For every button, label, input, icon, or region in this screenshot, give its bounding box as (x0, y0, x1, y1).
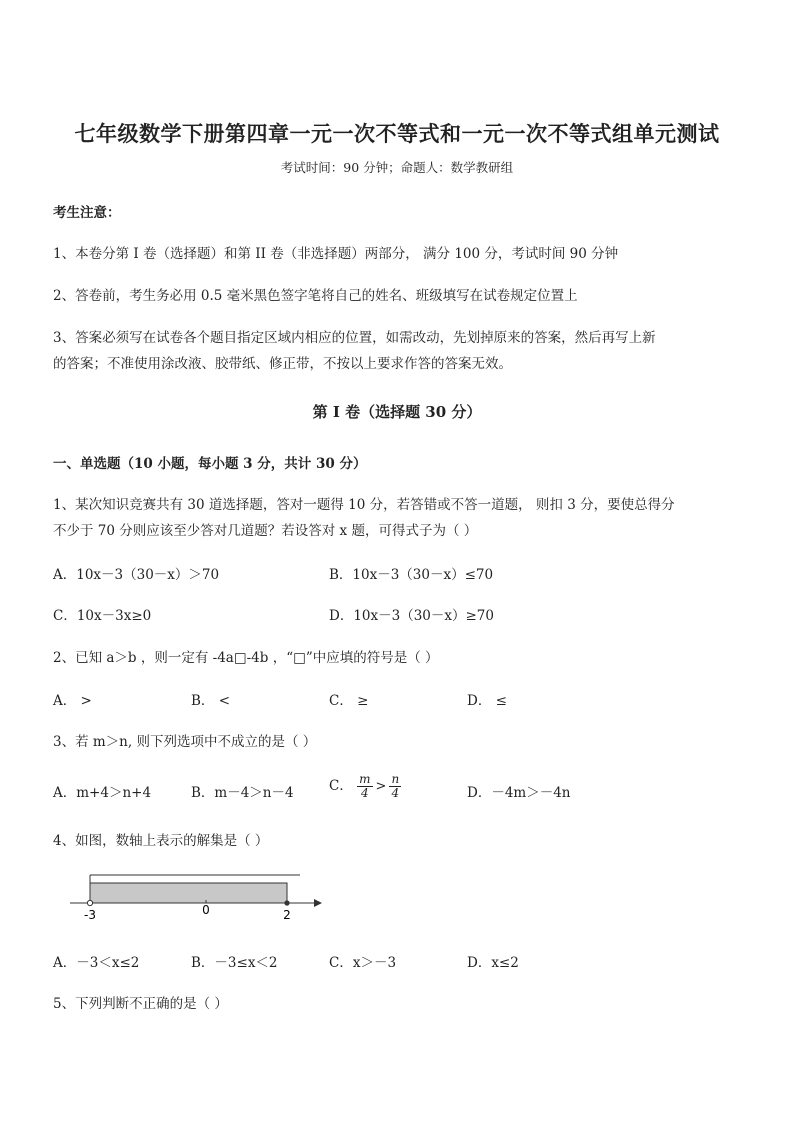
question-4-stem: 4、如图，数轴上表示的解集是（ ） (53, 833, 269, 849)
question-2-stem: 2、已知 a＞b ，则一定有 -4a□-4b ，“□”中应填的符号是（ ） (53, 650, 439, 666)
notice-heading: 考生注意： (53, 205, 121, 221)
question-1-stem-line-2: 不少于 70 分则应该至少答对几道题？若设答对 x 题，可得式子为（ ） (53, 523, 478, 539)
fraction-n-over-4 (389, 773, 401, 800)
notice-item-3-line-1: 3、答案必须写在试卷各个题目指定区域内相应的位置，如需改动，先划掉原来的答案，然后再写上新 (53, 330, 656, 346)
part-title: 一、单选题（10 小题，每小题 3 分，共计 30 分） (53, 456, 367, 472)
question-4-option-a: A．－3＜x≤2 (53, 955, 140, 971)
question-5-stem: 5、下列判断不正确的是（ ） (53, 996, 228, 1012)
question-2-option-d: D． ≤ (467, 693, 507, 709)
axis-arrow-icon (314, 899, 322, 907)
question-2-option-c: C． ≥ (329, 693, 369, 709)
section-title: 第 I 卷（选择题 30 分） (312, 403, 482, 421)
fraction-numerator: n (391, 772, 400, 786)
question-3-option-d: D．－4m＞－4n (467, 785, 571, 801)
fraction-denominator: 4 (391, 786, 400, 800)
exam-title: 七年级数学下册第四章一元一次不等式和一元一次不等式组单元测试 (74, 121, 720, 146)
notice-item-3-line-2: 的答案；不准使用涂改液、胶带纸、修正带，不按以上要求作答的答案无效。 (53, 356, 512, 372)
fraction-numerator: m (359, 772, 371, 786)
option-c-label: C． (329, 778, 353, 794)
tick-label-0: 0 (202, 903, 210, 917)
question-1-option-a: A．10x－3（30－x）＞70 (53, 567, 220, 583)
question-1-option-c: C．10x－3x≥0 (53, 608, 152, 624)
question-3-option-a: A．m+4＞n+4 (53, 785, 152, 801)
fraction-m-over-4 (357, 773, 372, 800)
number-line-figure (50, 867, 350, 927)
fraction-denominator: 4 (361, 786, 369, 800)
question-3-option-c (329, 773, 401, 800)
question-4-option-b: B．－3≤x＜2 (191, 955, 278, 971)
question-3-option-b: B．m－4＞n－4 (191, 785, 294, 801)
notice-item-2: 2、答卷前，考生务必用 0.5 毫米黑色签字笔将自己的姓名、班级填写在试卷规定位置上 (53, 288, 578, 304)
question-4-option-d: D．x≤2 (467, 955, 519, 971)
open-endpoint (87, 900, 92, 905)
question-1-option-b: B．10x－3（30－x）≤70 (329, 567, 494, 583)
question-2-option-b: B． < (191, 693, 231, 709)
question-1-option-d: D．10x－3（30－x）≥70 (329, 608, 494, 624)
solution-interval (90, 883, 287, 903)
tick-label-minus-3: -3 (84, 908, 96, 922)
closed-endpoint (284, 900, 289, 905)
notice-item-1: 1、本卷分第 I 卷（选择题）和第 II 卷（非选择题）两部分， 满分 100 分，考试时间 90 分钟 (53, 246, 619, 262)
question-1-stem-line-1: 1、某次知识竞赛共有 30 道选择题，答对一题得 10 分，若答错或不答一道题， 则扣 3 分，要使总得分 (53, 497, 675, 513)
question-3-stem: 3、若 m＞n, 则下列选项中不成立的是（ ） (53, 734, 317, 750)
exam-subtitle: 考试时间：90 分钟；命题人：数学教研组 (280, 160, 514, 175)
greater-than-sign: > (375, 779, 387, 794)
question-2-option-a: A． > (53, 693, 92, 709)
tick-label-2: 2 (283, 908, 291, 922)
question-4-option-c: C．x＞－3 (329, 955, 397, 971)
